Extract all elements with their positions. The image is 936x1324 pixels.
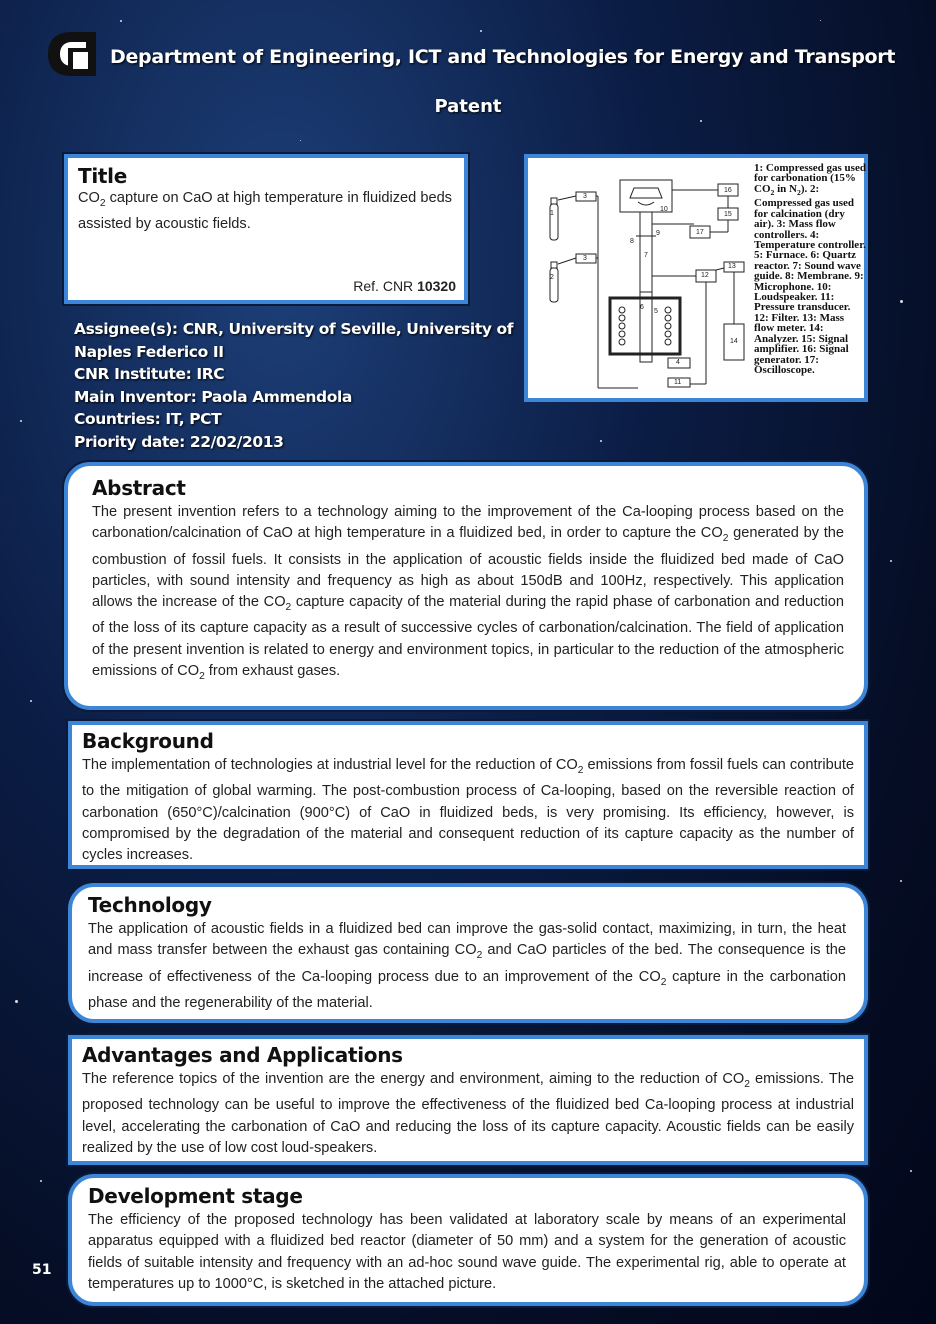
development-heading: Development stage bbox=[88, 1184, 303, 1208]
technology-text: The application of acoustic fields in a fluidized bed can improve the gas-solid contact, maximizing, in turn, the heat and mass transfer between the exhaust gas containing $CO_2$ and CaO particles of the bed. The consequence is the increase of effectiveness of the Ca-looping process due to an improvement of the $CO_2$ capture in the carbonation phase and the regenerability of the material. bbox=[88, 921, 846, 1011]
background-box bbox=[68, 721, 868, 869]
diagram-label: 16 bbox=[724, 187, 732, 194]
technology-heading: Technology bbox=[88, 893, 212, 917]
patent-info bbox=[74, 318, 513, 454]
inventor: Main Inventor: Paola Ammendola bbox=[74, 387, 352, 406]
technology-box bbox=[68, 883, 868, 1023]
diagram-label: 15 bbox=[724, 211, 732, 218]
title-box bbox=[64, 154, 468, 304]
department-title: Department of Engineering, ICT and Technologies for Energy and Transport bbox=[110, 46, 896, 68]
cnr-logo-icon bbox=[46, 30, 98, 78]
section-title: Patent bbox=[434, 96, 502, 117]
advantages-text: The reference topics of the invention are the energy and environment, aiming to the reduction of $CO_2$ emissions. The proposed technology can be useful to improve the effectiveness of the fluidized bed Ca-looping process at industrial level, accelerating the carbonation of CaO and reducing the loss of its capture capacity. Acoustic fields can be easily realized by the use of low cost loud-speakers. bbox=[82, 1071, 854, 1156]
abstract-heading: Abstract bbox=[92, 476, 186, 500]
title-heading: Title bbox=[78, 164, 127, 188]
diagram-label: 13 bbox=[728, 263, 736, 270]
diagram-label: 3 bbox=[583, 193, 587, 200]
diagram-label: 6 bbox=[640, 304, 644, 311]
diagram-label: 3 bbox=[583, 255, 587, 262]
diagram-labels bbox=[528, 158, 754, 398]
diagram-label: 4 bbox=[676, 359, 680, 366]
diagram-label: 14 bbox=[730, 338, 738, 345]
title-text: $CO_2$ capture on CaO at high temperature in fluidized beds assisted by acoustic fields. bbox=[78, 190, 452, 233]
diagram-label: 1 bbox=[550, 210, 554, 217]
diagram-label: 7 bbox=[644, 252, 648, 259]
background-text: The implementation of technologies at industrial level for the reduction of $CO_2$ emissions from fossil fuels can contribute to the mitigation of global warming. The post-combustion process of Ca-looping, based on the reversible reaction of carbonation (650°C)/calcination (900°C) of CaO in fluidized beds, is very promising. Its efficiency, however, is compromised by the degradation of the material and consequent reduction of its capture capacity as the number of cycles increases. bbox=[82, 757, 854, 864]
advantages-heading: Advantages and Applications bbox=[82, 1043, 403, 1067]
priority-date: Priority date: 22/02/2013 bbox=[74, 432, 284, 451]
diagram-label: 11 bbox=[674, 379, 682, 386]
diagram-label: 12 bbox=[701, 272, 709, 279]
development-text: The efficiency of the proposed technology has been validated at laboratory scale by means of an experimental apparatus equipped with a fluidized bed reactor (diameter of 50 mm) and a system for the generation of acoustic fields of suitable intensity and frequency with an ad-hoc sound wave guide. The experimental rig, able to operate at temperatures up to 1000°C, is sketched in the attached picture. bbox=[88, 1212, 846, 1292]
diagram-label: 5 bbox=[654, 308, 658, 315]
assignee-line-2: Naples Federico II bbox=[74, 342, 224, 361]
ref-cnr: Ref. CNR 10320 bbox=[353, 278, 456, 294]
development-box bbox=[68, 1174, 868, 1306]
assignee-line-1: Assignee(s): CNR, University of Seville, University of bbox=[74, 320, 514, 338]
diagram-label: 8 bbox=[630, 238, 634, 245]
diagram-label: 9 bbox=[656, 230, 660, 237]
advantages-box bbox=[68, 1035, 868, 1165]
diagram-label: 17 bbox=[696, 229, 704, 236]
abstract-box bbox=[64, 462, 868, 710]
apparatus-figure bbox=[524, 154, 868, 402]
diagram-label: 10 bbox=[660, 206, 668, 213]
institute: CNR Institute: IRC bbox=[74, 365, 225, 384]
background-heading: Background bbox=[82, 729, 214, 753]
diagram-label: 2 bbox=[550, 274, 554, 281]
figure-legend: 1: Compressed gas used for carbonation (15% $CO_2$ in $N_2$). 2: Compressed gas used for calcination (dry air). 3: Mass flow controllers. 4: Temperature controller. 5: Furnace. 6: Quartz reactor. 7: Sound wave guide. 8: Membrane. 9: Microphone. 10: Loudspeaker. 11: Pressure transducer. 12: Filter. 13: Mass flow meter. 14: Analyzer. 15: Signal amplifier. 16: Signal generator. 17: Oscilloscope. bbox=[754, 162, 866, 376]
page-number: 51 bbox=[32, 1262, 52, 1278]
abstract-text: The present invention refers to a technology aiming to the improvement of the Ca-looping process based on the carbonation/calcination of CaO at high temperature in a fluidized bed, in order to capture the $CO_2$ generated by the combustion of fossil fuels. It consists in the application of acoustic fields inside the fluidized bed made of CaO particles, with sound intensity and frequency as high as about 150dB and 100Hz, respectively. This application allows the increase of the $CO_2$ capture capacity of the material during the rapid phase of carbonation and reduction of the loss of its capture capacity as a result of successive cycles of carbonation/calcination. The field of application of the present invention is related to energy and environment topics, in particular to the reduction of the atmospheric emissions of $CO_2$ from exhaust gases. bbox=[92, 504, 845, 682]
countries: Countries: IT, PCT bbox=[74, 410, 222, 429]
